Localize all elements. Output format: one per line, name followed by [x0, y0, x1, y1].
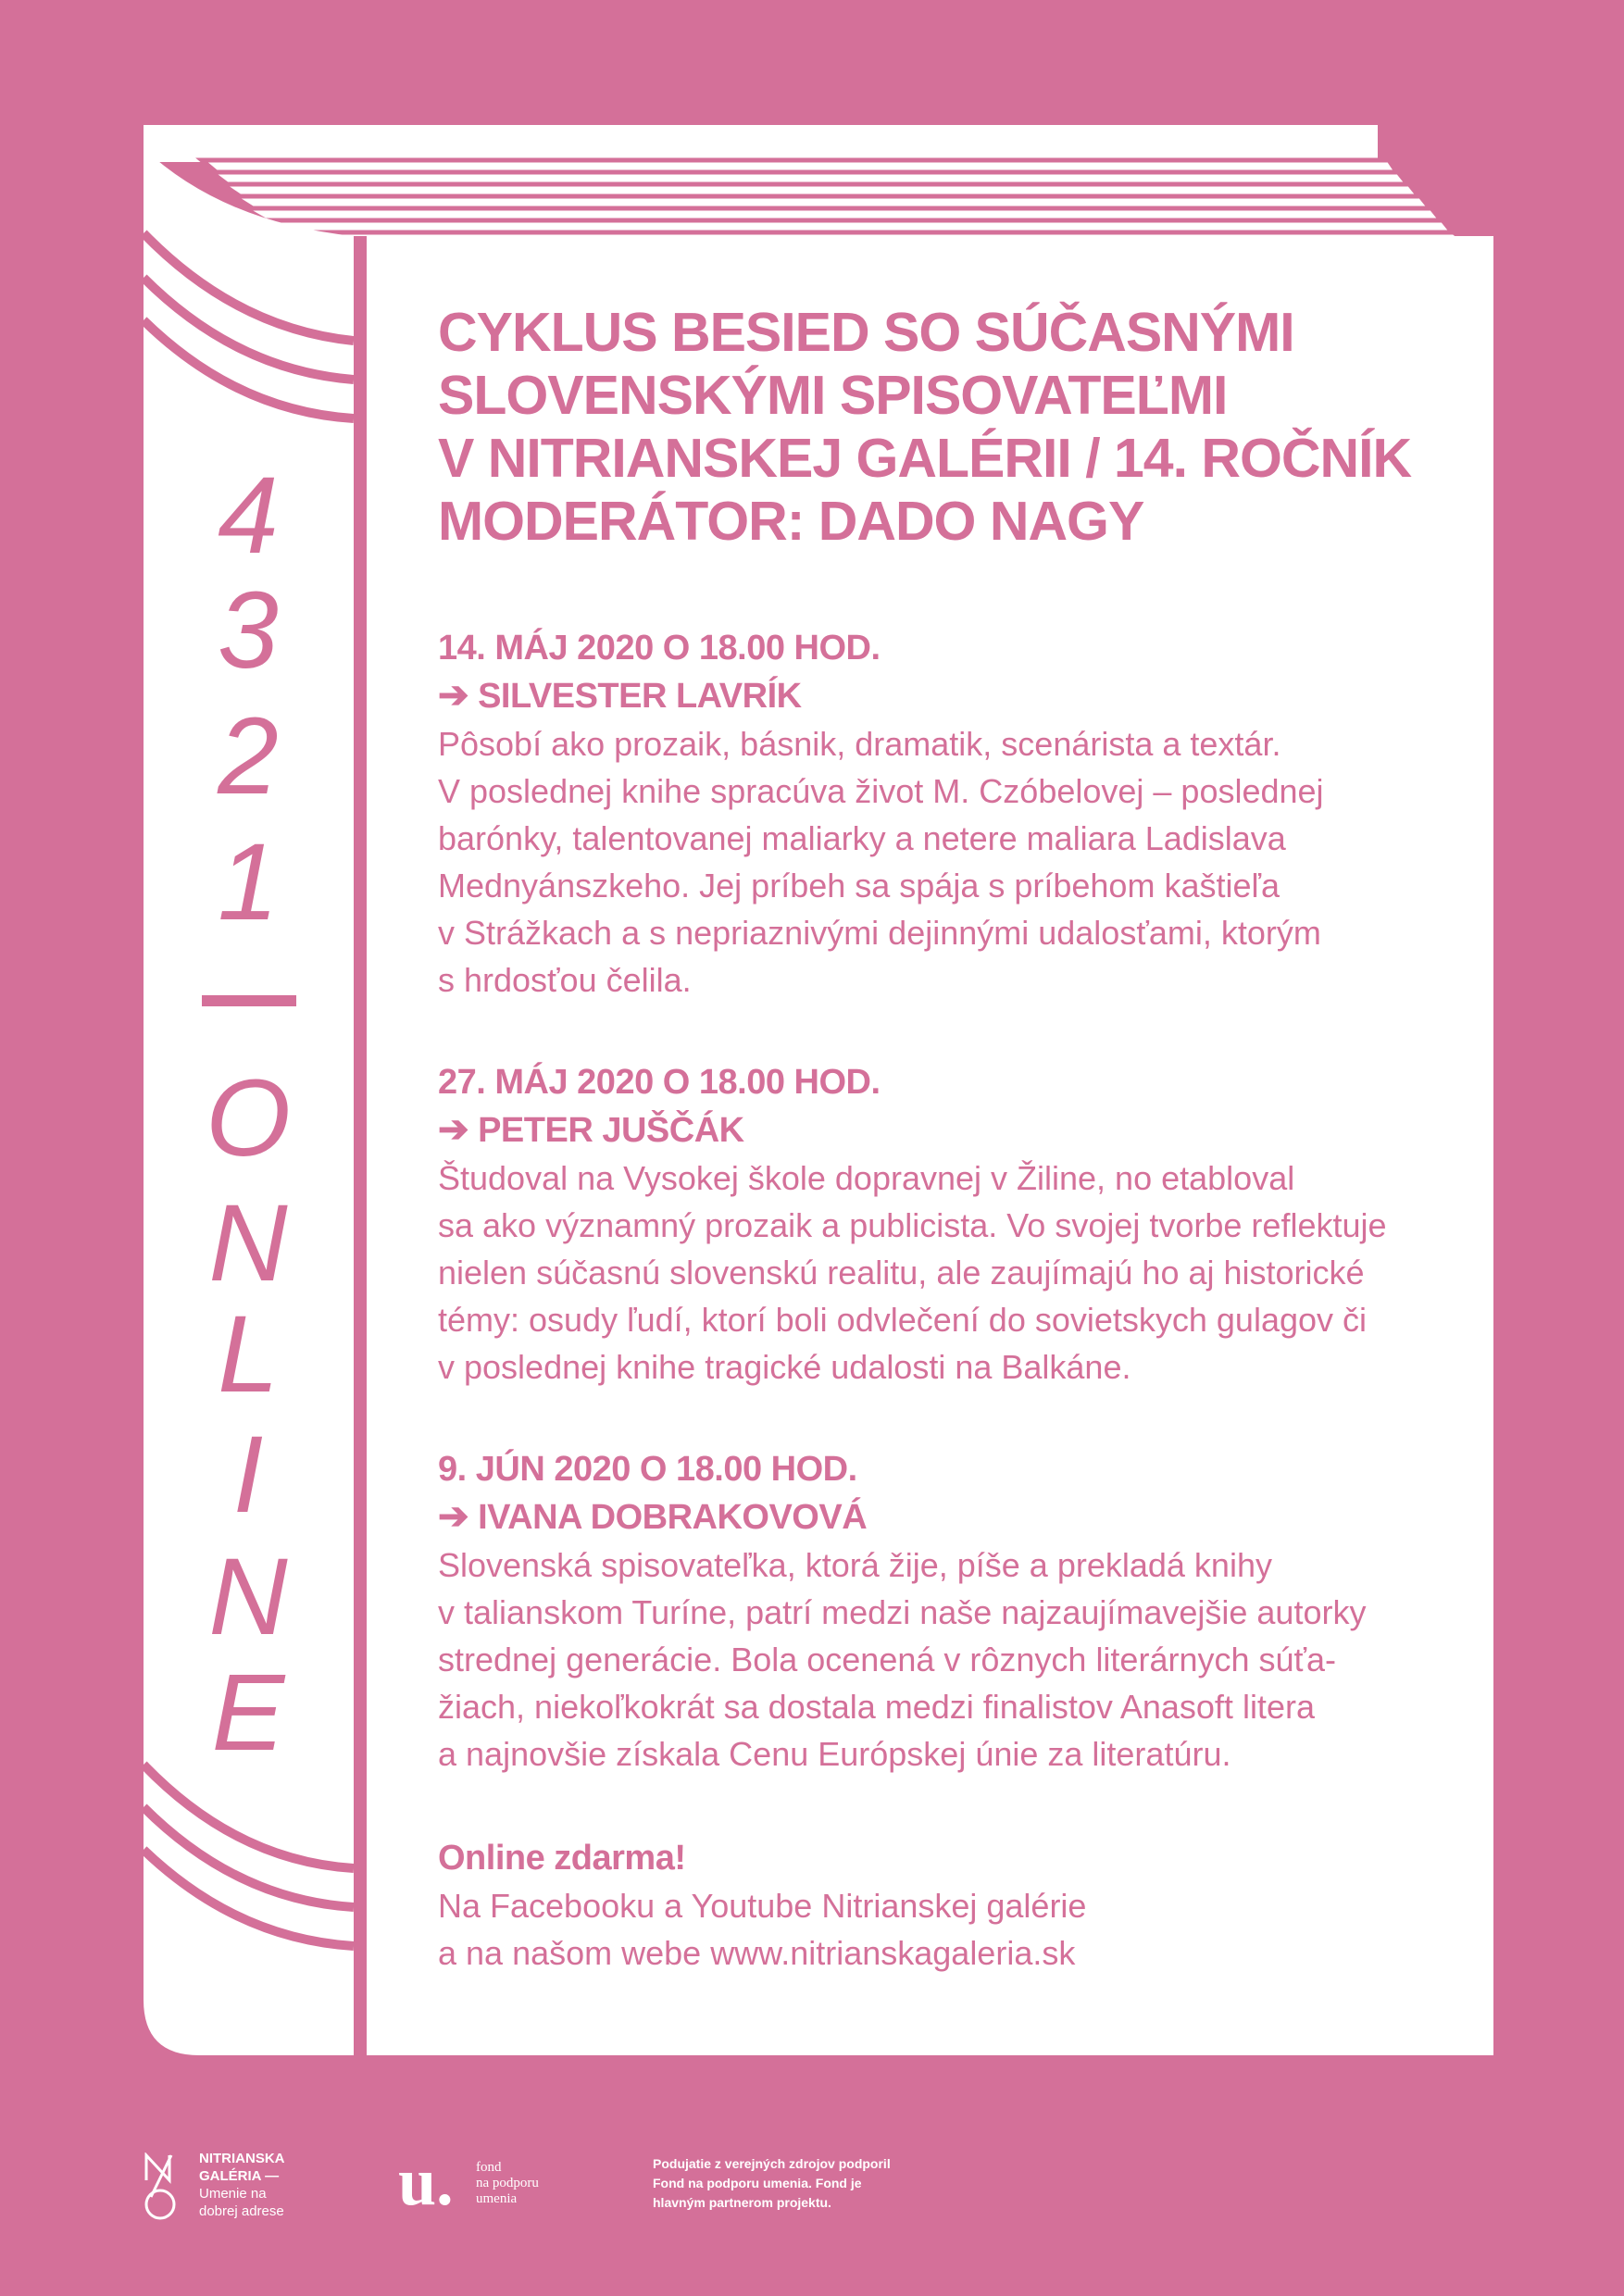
desc-line: s hrdosťou čelila.	[438, 961, 692, 999]
desc-line: a najnovšie získala Cenu Európskej únie za literatúru.	[438, 1735, 1231, 1773]
right-arrow-icon: ➔	[438, 675, 469, 716]
desc-line: sa ako významný prozaik a publicista. Vo svojej tvorbe reflektuje	[438, 1206, 1387, 1244]
spine-char: 4	[218, 455, 279, 577]
support-line: Podujatie z verejných zdrojov podporil	[653, 2156, 891, 2171]
desc-line: v talianskom Turíne, patrí medzi naše najzaujímavejšie autorky	[438, 1593, 1367, 1631]
desc-line: strednej generácie. Bola ocenená v rôznych literárnych súťa-	[438, 1641, 1337, 1678]
right-arrow-icon: ➔	[438, 1496, 469, 1537]
spine-char: N	[208, 1536, 288, 1658]
desc-line: barónky, talentovanej maliarky a netere maliara Ladislava	[438, 819, 1286, 857]
online-line: Na Facebooku a Youtube Nitrianskej galérie	[438, 1887, 1087, 1925]
spine-char: 3	[218, 569, 279, 692]
headline-line: V NITRIANSKEJ GALÉRII / 14. ROČNÍK	[438, 428, 1412, 489]
event-date: 14. MÁJ 2020 O 18.00 HOD.	[438, 629, 881, 668]
gallery-name-line: NITRIANSKA	[199, 2151, 285, 2166]
support-line: hlavným partnerom projektu.	[653, 2195, 831, 2210]
desc-line: Mednyánszkeho. Jej príbeh sa spája s príbehom kaštieľa	[438, 867, 1280, 905]
gallery-name	[199, 2150, 285, 2220]
fund-name-line: umenia	[476, 2191, 518, 2206]
event-date: 9. JÚN 2020 O 18.00 HOD.	[438, 1450, 857, 1489]
online-title: Online zdarma!	[438, 1839, 686, 1878]
gallery-tagline: Umenie na	[199, 2186, 267, 2202]
event-author	[438, 1106, 1456, 1154]
event-juscak	[438, 1059, 1456, 1391]
gallery-name-line: GALÉRIA —	[199, 2168, 280, 2184]
fund-name	[476, 2160, 539, 2207]
right-arrow-icon: ➔	[438, 1109, 469, 1150]
headline-line: SLOVENSKÝMI SPISOVATEĽMI	[438, 365, 1228, 426]
online-line: a na našom webe www.nitrianskagaleria.sk	[438, 1934, 1076, 1972]
desc-line: Slovenská spisovateľka, ktorá žije, píše a prekladá knihy	[438, 1546, 1272, 1584]
event-date: 27. MÁJ 2020 O 18.00 HOD.	[438, 1063, 881, 1102]
fund-name-line: fond	[476, 2160, 502, 2175]
spine-char: 2	[218, 695, 279, 817]
desc-line: Pôsobí ako prozaik, básnik, dramatik, scenárista a textár.	[438, 725, 1281, 763]
author-name: SILVESTER LAVRÍK	[478, 677, 802, 716]
headline-line: CYKLUS BESIED SO SÚČASNÝMI	[438, 302, 1294, 363]
event-author	[438, 672, 1456, 720]
author-name: PETER JUŠČÁK	[478, 1111, 744, 1150]
desc-line: témy: osudy ľudí, ktorí boli odvlečení do sovietskych gulagov či	[438, 1301, 1368, 1339]
spine-cover-gap	[354, 236, 367, 2060]
nitrianska-galeria-logo-icon	[144, 2152, 184, 2225]
gallery-tagline: dobrej adrese	[199, 2203, 284, 2219]
spine-char: O	[206, 1057, 291, 1179]
event-author	[438, 1493, 1456, 1541]
spine-char: N	[208, 1182, 288, 1304]
event-dobrakovova	[438, 1446, 1456, 1778]
online-info	[438, 1835, 1456, 1977]
fund-logo-letter: u.	[398, 2144, 454, 2220]
headline	[438, 301, 1456, 553]
support-note	[653, 2154, 891, 2213]
desc-line: v Strážkach a s nepriaznivými dejinnými udalosťami, ktorým	[438, 914, 1321, 952]
cover-content	[438, 301, 1456, 1977]
headline-line: MODERÁTOR: DADO NAGY	[438, 491, 1144, 552]
desc-line: žiach, niekoľkokrát sa dostala medzi finalistov Anasoft litera	[438, 1688, 1315, 1726]
spine-char: L	[218, 1293, 279, 1416]
spine-char: 1	[218, 821, 279, 943]
footer	[0, 2144, 1624, 2240]
page-edges	[144, 125, 1472, 246]
desc-line: nielen súčasnú slovenskú realitu, ale zaujímajú ho aj historické	[438, 1254, 1365, 1292]
author-name: IVANA DOBRAKOVOVÁ	[478, 1498, 868, 1537]
desc-line: Študoval na Vysokej škole dopravnej v Žiline, no etabloval	[438, 1159, 1295, 1197]
desc-line: v poslednej knihe tragické udalosti na Balkáne.	[438, 1348, 1131, 1386]
fund-name-line: na podporu	[476, 2176, 539, 2190]
spine-dash	[202, 995, 296, 1006]
support-line: Fond na podporu umenia. Fond je	[653, 2176, 862, 2190]
spine-char: E	[211, 1652, 285, 1774]
event-lavrik	[438, 625, 1456, 1004]
desc-line: V poslednej knihe spracúva život M. Czóbelovej – poslednej	[438, 772, 1324, 810]
spine-char: I	[232, 1414, 264, 1536]
